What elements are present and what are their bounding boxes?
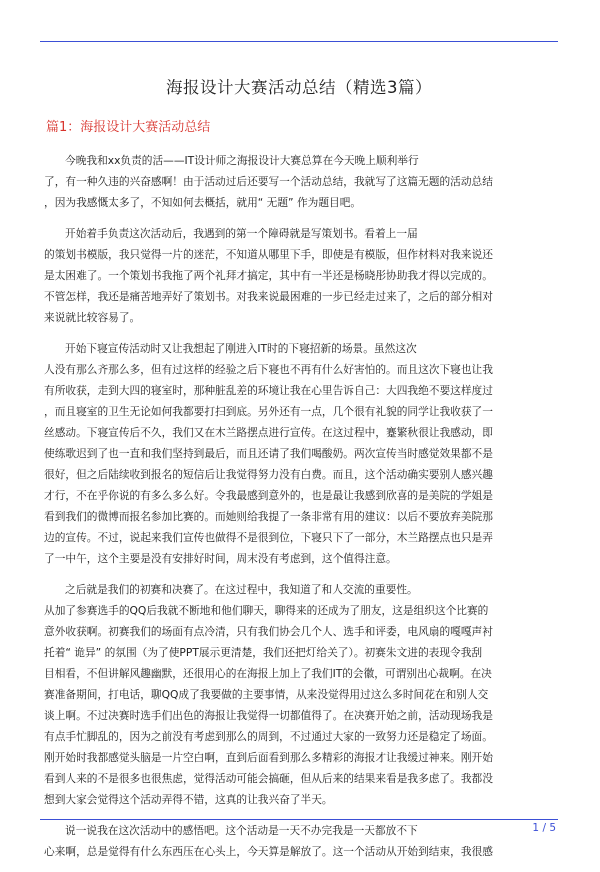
body-text xyxy=(44,150,556,872)
text-line: 今晚我和xx负责的活——IT设计师之海报设计大赛总算在今天晚上顺利举行 xyxy=(65,154,419,167)
text-line: 不管怎样，我还是痛苦地弄好了策划书。对我来说最困难的一步已经走过来了，之后的部分相对 xyxy=(44,290,493,303)
text-line: 是太困难了。一个策划书我拖了两个礼拜才搞定，其中有一半还是杨晓彤协助我才得以完成的。 xyxy=(44,269,493,282)
text-line: 开始着手负责这次活动后，我遇到的第一个障碍就是写策划书。看着上一届 xyxy=(65,227,418,240)
text-line: 了一中午，这个主要是没有安排好时间，周末没有考虑到，这个值得注意。 xyxy=(44,552,397,565)
text-line: 人没有那么齐那么多，但有过这样的经验之后下寝也不再有什么好害怕的。而且这次下寝也让我 xyxy=(44,363,493,376)
text-line: 丝感动。下寝宣传后不久，我们又在木兰路摆点进行宣传。在这过程中，蹇繁秋很让我感动，即 xyxy=(44,426,493,439)
text-line: 心来啊，总是觉得有什么东西压在心头上，今天算是解放了。这一个活动从开始到结束，我很感 xyxy=(44,845,493,858)
text-line: 托着“ 诡异” 的氛围（为了使PPT展示更清楚，我们还把灯给关了）。初赛朱文进的表现令我刮 xyxy=(44,646,483,659)
text-line: 来说就比较容易了。 xyxy=(44,311,141,324)
text-line: 意外收获啊。初赛我们的场面有点冷清，只有我们协会几个人、选手和评委，电风扇的嘎嘎声衬 xyxy=(44,625,493,638)
section-title: 篇1：海报设计大赛活动总结 xyxy=(46,120,211,135)
text-line: 赛准备期间，打电话，聊QQ成了我要做的主要事情，从来没觉得用过这么多时间花在和别人交 xyxy=(44,688,489,701)
text-line: 谈上啊。不过决赛时选手们出色的海报让我觉得一切都值得了。在决赛开始之前，活动现场我是 xyxy=(44,709,493,722)
text-line: ，而且寝室的卫生无论如何我都要打扫到底。另外还有一点，几个很有礼貌的同学让我收获了一 xyxy=(44,405,493,418)
text-line: 有点手忙脚乱的，因为之前没有考虑到那么的周到，不过通过大家的一致努力还是稳定了场面。 xyxy=(44,730,493,743)
text-line: 想到大家会觉得这个活动弄得不错，这真的让我兴奋了半天。 xyxy=(44,793,333,806)
paragraph xyxy=(44,223,556,328)
text-line: 很好，但之后陆续收到报名的短信后让我觉得努力没有白费。而且，这个活动确实要别人感兴趣 xyxy=(44,468,493,481)
text-line: 说一说我在这次活动中的感悟吧。这个活动是一天不办完我是一天都放不下 xyxy=(65,824,418,837)
document-title: 海报设计大赛活动总结（精选3篇） xyxy=(166,78,432,97)
text-line: 之后就是我们的初赛和决赛了。在这过程中，我知道了和人交流的重要性。 xyxy=(65,583,418,596)
text-line: 了，有一种久违的兴奋感啊！由于活动过后还要写一个活动总结，我就写了这篇无题的活动总结 xyxy=(44,175,493,188)
text-line: 才行，不在乎你说的有多么多么好。令我最感到意外的，也是最让我感到欣喜的是美院的学姐是 xyxy=(44,489,493,502)
text-line: 看到人来的不是很多也很焦虑，觉得活动可能会搞砸，但从后来的结果来看是我多虑了。我都没 xyxy=(44,772,493,785)
page-number: 1 / 5 xyxy=(532,822,556,834)
text-line: 的策划书模版，我只觉得一片的迷茫，不知道从哪里下手，即使是有模版，但作材料对我来说还 xyxy=(44,248,493,261)
text-line: 有所收获，走到大四的寝室时，那种脏乱差的环境让我在心里告诉自己：大四我绝不要这样度过 xyxy=(44,384,493,397)
paragraph xyxy=(44,150,556,213)
paragraph xyxy=(44,820,556,862)
text-line: 使练歌迟到了也一直和我们坚持到最后，而且还请了我们喝酸奶。两次宣传当时感觉效果都不是 xyxy=(44,447,493,460)
paragraph xyxy=(44,338,556,569)
footer-rule xyxy=(40,819,558,820)
text-line: 看到我们的微博而报名参加比赛的。而她则给我提了一条非常有用的建议：以后不要放弃美院那 xyxy=(44,510,493,523)
text-line: 目相看，不但讲解风趣幽默，还很用心的在海报上加上了我们IT的会徽，可谓别出心裁啊。在决 xyxy=(44,667,492,680)
paragraph xyxy=(44,579,556,810)
text-line: 开始下寝宣传活动时又让我想起了刚进入IT时的下寝招新的场景。虽然这次 xyxy=(65,342,417,355)
text-line: 刚开始时我都感觉头脑是一片空白啊，直到后面看到那么多精彩的海报才让我缓过神来。刚开始 xyxy=(44,751,493,764)
text-line: ，因为我感慨太多了，不知如何去概括，就用“ 无题” 作为题目吧。 xyxy=(44,196,362,209)
header-rule xyxy=(40,41,558,42)
text-line: 边的宣传。不过，说起来我们宣传也做得不是很到位，下寝只下了一部分，木兰路摆点也只是弄 xyxy=(44,531,493,544)
text-line: 从加了参赛选手的QQ后我就不断地和他们聊天，聊得来的还成为了朋友，这是组织这个比赛的 xyxy=(44,604,489,617)
